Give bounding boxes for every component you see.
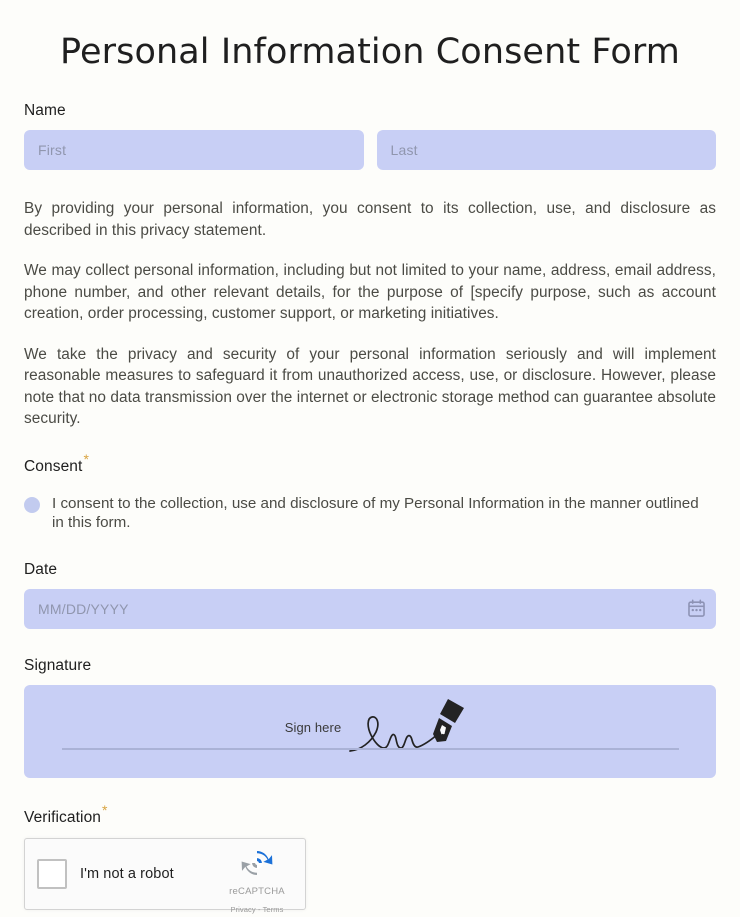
signature-section <box>24 656 716 778</box>
consent-label <box>24 451 716 477</box>
first-name-input[interactable] <box>24 130 364 170</box>
verification-required-asterisk: * <box>102 802 108 819</box>
recaptcha-legal-links[interactable]: Privacy - Terms <box>230 904 284 914</box>
signature-hint-wrapper <box>24 685 716 778</box>
verification-label-text: Verification <box>24 808 102 826</box>
consent-label-text: Consent <box>24 457 83 475</box>
signature-hint-text: Sign here <box>284 719 342 735</box>
recaptcha-checkbox[interactable] <box>37 859 67 889</box>
date-placeholder: MM/DD/YYYY <box>38 600 129 617</box>
consent-section <box>24 451 716 532</box>
recaptcha-brand-name: reCAPTCHA <box>229 885 285 897</box>
consent-option-label: I consent to the collection, use and disclosure of my Personal Information in the manner outlined in this form. <box>52 494 699 531</box>
name-fields-row <box>24 130 716 170</box>
first-name-placeholder: First <box>38 142 67 158</box>
consent-radio-button[interactable] <box>24 497 40 513</box>
verification-label <box>24 802 716 828</box>
last-name-input[interactable] <box>377 130 717 170</box>
recaptcha-widget[interactable] <box>24 838 306 914</box>
recaptcha-branding <box>218 845 296 917</box>
verification-section <box>24 802 716 914</box>
signature-line <box>62 748 679 750</box>
page-title: Personal Information Consent Form <box>60 32 680 72</box>
calendar-icon[interactable] <box>687 599 706 618</box>
date-input[interactable] <box>24 589 716 629</box>
recaptcha-logo-icon <box>239 845 275 881</box>
date-section <box>24 560 716 629</box>
name-label: Name <box>24 102 66 119</box>
date-label: Date <box>24 560 58 578</box>
paragraph-1: By providing your personal information, you consent to its collection, use, and disclosure as described in this privacy statement. <box>24 200 716 239</box>
paragraph-2: We may collect personal information, including but not limited to your name, address, email address, phone number, and other relevant details, for the purpose of [specify purpose, such as account creation, order processing, customer support, or marketing initiatives. <box>24 262 716 322</box>
signature-pad[interactable] <box>24 685 716 778</box>
recaptcha-checkbox-label: I'm not a robot <box>80 865 174 882</box>
consent-required-asterisk: * <box>83 451 89 468</box>
privacy-statement-text <box>24 198 716 430</box>
name-section <box>24 101 716 170</box>
last-name-placeholder: Last <box>390 142 418 158</box>
paragraph-3: We take the privacy and security of your personal information seriously and will implement reasonable measures to safeguard it from unauthorized access, use, or disclosure. However, please note that no data transmission over the internet or electronic storage method can guarantee absolute security. <box>24 345 716 427</box>
signature-label: Signature <box>24 656 92 674</box>
consent-option-row[interactable] <box>24 494 716 532</box>
